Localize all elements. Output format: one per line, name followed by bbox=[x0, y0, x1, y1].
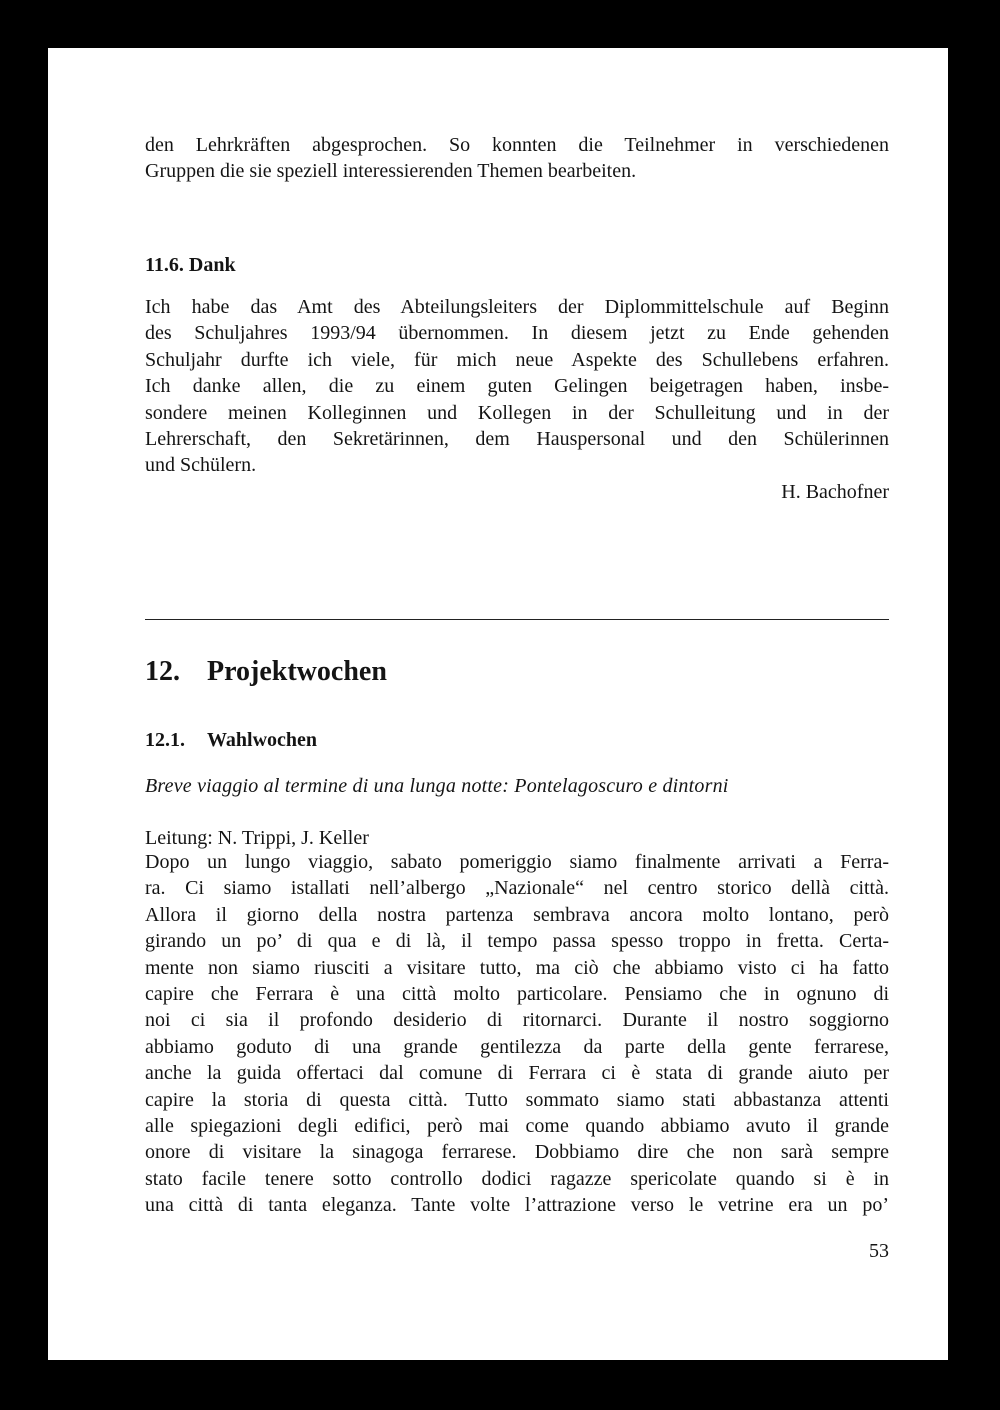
text-line: anche la guida offertaci dal comune di Ferrara ci è stata di grande aiuto per bbox=[145, 1062, 889, 1085]
text-line: des Schuljahres 1993/94 übernommen. In diesem jetzt zu Ende gehenden bbox=[145, 322, 889, 345]
text-line: Schuljahr durfte ich viele, für mich neue Aspekte des Schullebens erfahren. bbox=[145, 348, 889, 371]
text-line: ra. Ci siamo istallati nell’albergo „Nazionale“ nel centro storico dellà città. bbox=[145, 877, 889, 900]
page-number: 53 bbox=[869, 1240, 889, 1262]
text-line: alle spiegazioni degli edifici, però mai come quando abbiamo avuto il grande bbox=[145, 1115, 889, 1138]
chapter-title: Projektwochen bbox=[207, 656, 387, 687]
signature: H. Bachofner bbox=[781, 480, 889, 503]
section-11-6 bbox=[145, 254, 889, 277]
text-line: capire che Ferrara è una città molto particolare. Pensiamo che in ognuno di bbox=[145, 983, 889, 1006]
text-line: sondere meinen Kolleginnen und Kollegen in der Schulleitung und in der bbox=[145, 401, 889, 424]
text-line: Gruppen die sie speziell interessierenden Themen bearbeiten. bbox=[145, 160, 637, 183]
subsection-number: 12.1. bbox=[145, 729, 185, 751]
chapter-number: 12. bbox=[145, 656, 180, 687]
subsection-title: Wahlwochen bbox=[207, 729, 318, 751]
text-line: mente non siamo riusciti a visitare tutto, ma ciò che abbiamo visto ci ha fatto bbox=[145, 956, 889, 979]
horizontal-rule bbox=[145, 619, 889, 620]
text-line: capire la storia di questa città. Tutto sommato siamo stati abbastanza attenti bbox=[145, 1088, 889, 1111]
intro-paragraph bbox=[145, 132, 889, 185]
text-line: Lehrerschaft, den Sekretärinnen, dem Hauspersonal und den Schülerinnen bbox=[145, 428, 889, 451]
text-line: una città di tanta eleganza. Tante volte l’attrazione verso le vetrine era un po’ bbox=[145, 1194, 889, 1217]
text-line: noi ci sia il profondo desiderio di ritornarci. Durante il nostro soggiorno bbox=[145, 1009, 889, 1032]
text-line: den Lehrkräften abgesprochen. So konnten die Teilnehmer in verschiedenen bbox=[145, 134, 889, 156]
text-line: Ich habe das Amt des Abteilungsleiters der Diplommittelschule auf Beginn bbox=[145, 296, 889, 318]
chapter-heading bbox=[145, 656, 387, 688]
text-line: Ich danke allen, die zu einem guten Gelingen beigetragen haben, insbe- bbox=[145, 375, 889, 398]
document-page bbox=[48, 48, 948, 1360]
text-line: abbiamo goduto di una grande gentilezza da parte della gente ferrarese, bbox=[145, 1035, 889, 1058]
text-line: Dopo un lungo viaggio, sabato pomeriggio siamo finalmente arrivati a Ferra- bbox=[145, 851, 889, 873]
section-heading: 11.6. Dank bbox=[145, 254, 236, 276]
text-line: und Schülern. bbox=[145, 454, 257, 477]
subsection-heading bbox=[145, 729, 317, 752]
text-line: stato facile tenere sotto controllo dodici ragazze spericolate quando si è in bbox=[145, 1167, 889, 1190]
text-line: Allora il giorno della nostra partenza sembrava ancora molto lontano, però bbox=[145, 903, 889, 926]
italian-paragraph bbox=[145, 849, 889, 1219]
article-subtitle: Breve viaggio al termine di una lunga notte: Pontelagoscuro e dintorni bbox=[145, 775, 729, 797]
text-line: girando un po’ di qua e di là, il tempo passa spesso troppo in fretta. Certa- bbox=[145, 930, 889, 953]
leitung-line: Leitung: N. Trippi, J. Keller bbox=[145, 827, 369, 849]
dank-paragraph bbox=[145, 294, 889, 505]
text-line: onore di visitare la sinagoga ferrarese. Dobbiamo dire che non sarà sempre bbox=[145, 1141, 889, 1164]
